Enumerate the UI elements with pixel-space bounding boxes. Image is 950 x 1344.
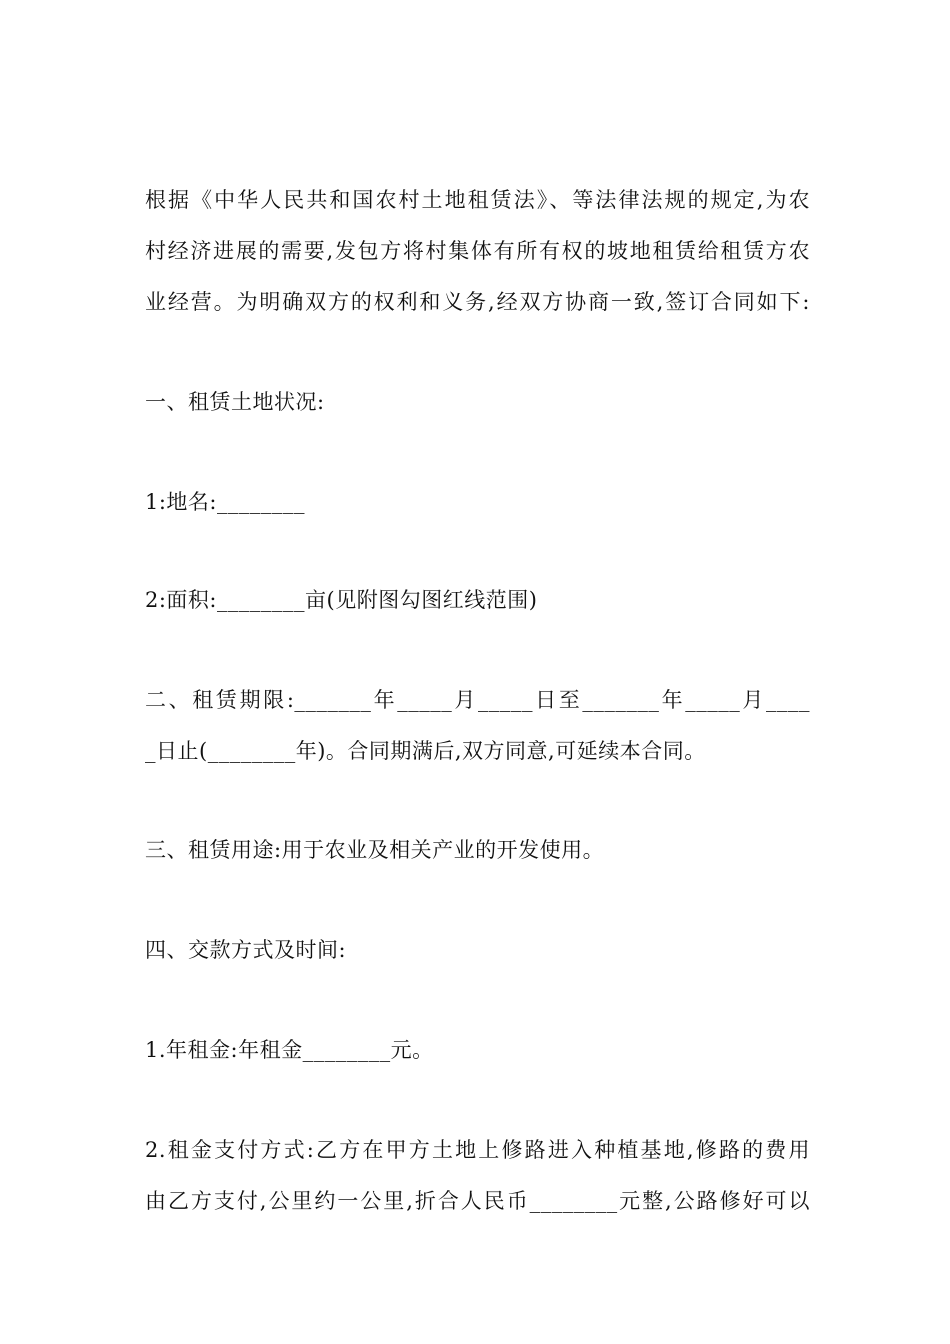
intro-line-1: 根据《中华人民共和国农村土地租赁法》、等法律法规的规定,为农 (145, 188, 810, 212)
item-place-name: 1:地名:________ (145, 490, 306, 514)
payment-method-line-1: 2.租金支付方式:乙方在甲方土地上修路进入种植基地,修路的费用 (145, 1138, 810, 1162)
section-term-line-2: _日止(________年)。合同期满后,双方同意,可延续本合同。 (145, 739, 706, 763)
item-area: 2:面积:________亩(见附图勾图红线范围) (145, 588, 538, 612)
intro-line-3: 业经营。为明确双方的权利和义务,经双方协商一致,签订合同如下: (145, 290, 810, 314)
section-heading-land: 一、租赁土地状况: (145, 390, 325, 414)
section-heading-payment: 四、交款方式及时间: (145, 938, 347, 962)
section-term-line-1: 二、租赁期限:_______年_____月_____日至_______年_____月____ (145, 688, 810, 712)
section-purpose: 三、租赁用途:用于农业及相关产业的开发使用。 (145, 838, 605, 862)
payment-method-line-2: 由乙方支付,公里约一公里,折合人民币________元整,公路修好可以 (145, 1189, 810, 1213)
payment-annual-rent: 1.年租金:年租金________元。 (145, 1038, 434, 1062)
intro-line-2: 村经济进展的需要,发包方将村集体有所有权的坡地租赁给租赁方农 (145, 239, 810, 263)
